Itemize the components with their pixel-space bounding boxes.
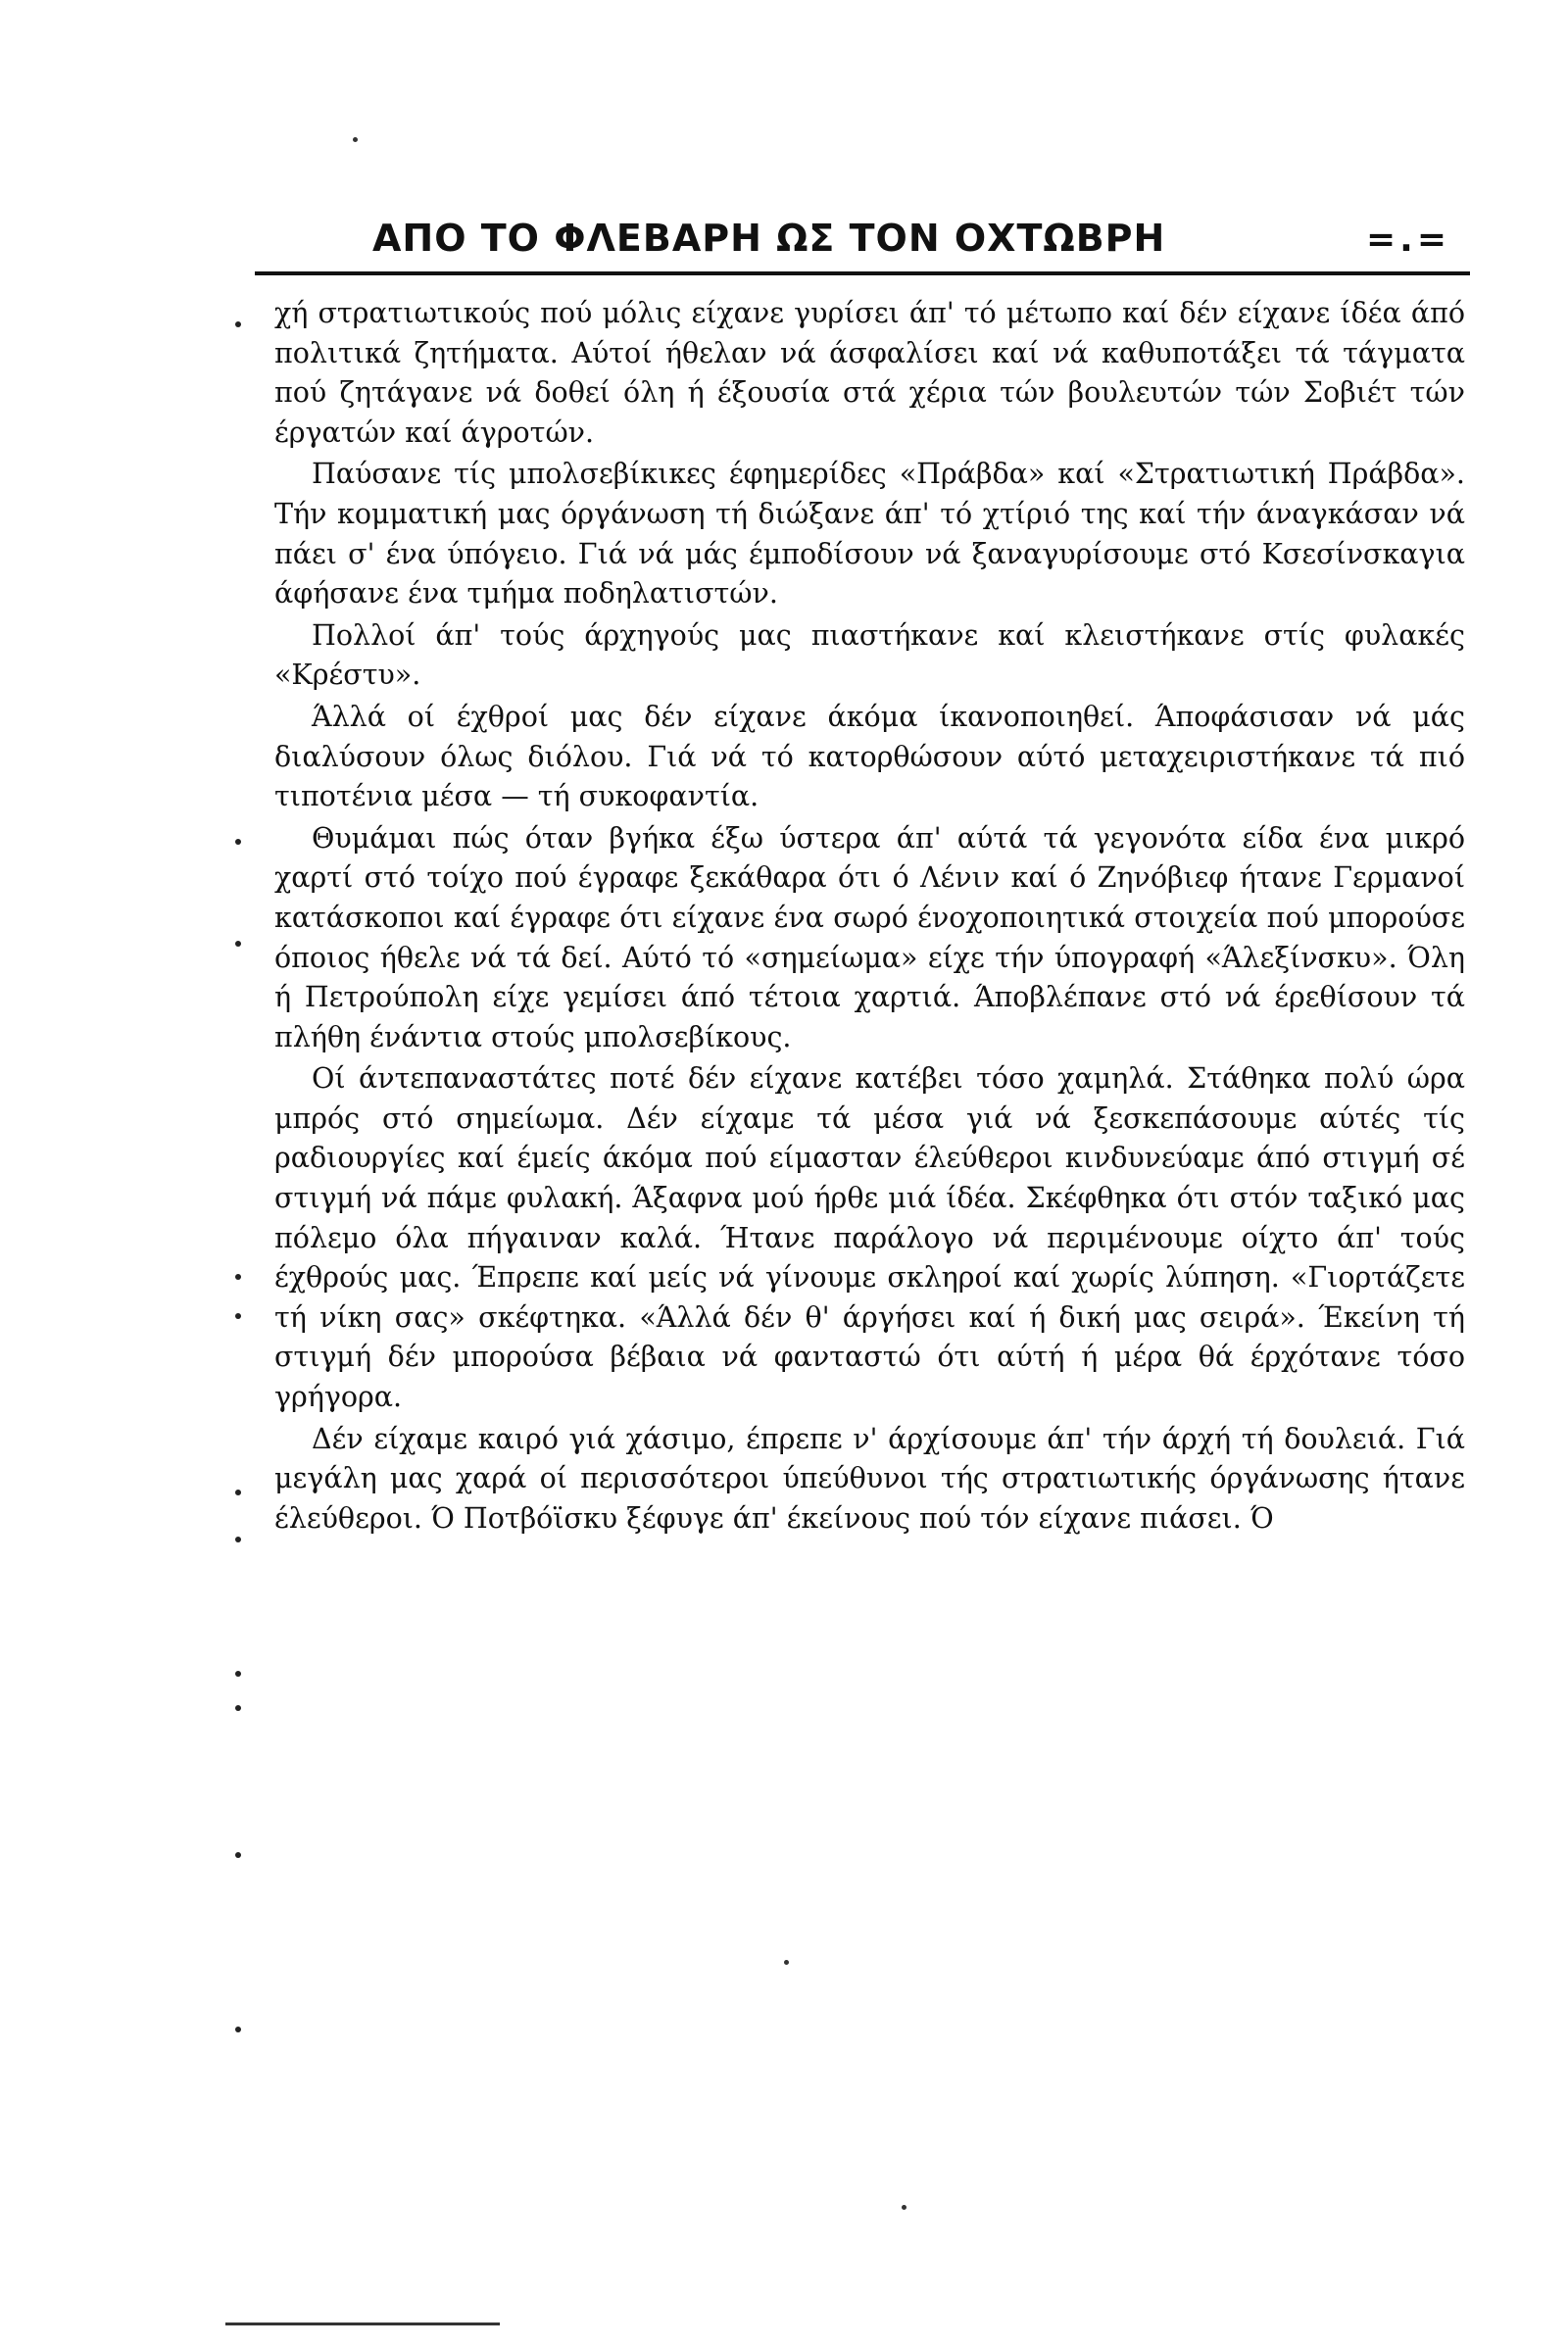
running-title: ΑΠΟ ΤΟ ΦΛΕΒΑΡΗ ΩΣ ΤΟΝ ΟΧΤΩΒΡΗ <box>372 217 1166 260</box>
body-text <box>274 294 1465 2166</box>
margin-dot <box>235 2027 241 2032</box>
margin-dot <box>235 321 241 327</box>
margin-dot <box>235 1671 241 1677</box>
margin-dot <box>235 1313 241 1319</box>
paragraph-2: Παύσανε τίς μπολσεβίκικες έφημερίδες «Πράβδα» καί «Στρατιωτική Πράβδα». Τήν κομματική μας όργάνωση τή διώξανε άπ' τό χτίριό της καί τήν άναγκάσαν νά πάει σ' ένα ύπόγειο. Γιά νά μάς έμποδίσουν νά ξαναγυρίσουμε στό Κσεσίνσκαγια άφήσανε ένα τμήμα ποδηλατιστών. <box>274 458 1465 611</box>
margin-dot <box>235 941 241 947</box>
scan-speck <box>784 1960 789 1965</box>
header-rule <box>255 271 1470 275</box>
paragraph-3: Πολλοί άπ' τούς άρχηγούς μας πιαστήκανε καί κλειστήκανε στίς φυλακές «Κρέστυ». <box>274 618 1465 692</box>
margin-dot <box>235 839 241 845</box>
margin-dot <box>235 1490 241 1495</box>
scan-speck <box>902 2205 906 2210</box>
margin-marks <box>235 294 255 2058</box>
paragraph-4: Άλλά οί έχθροί μας δέν είχανε άκόμα ίκανοποιηθεί. Άποφάσισαν νά μάς διαλύσουν όλως διόλου. Γιά νά τό κατορθώσουν αύτό μεταχειριστήκανε τά πιό τιποτένια μέσα — τή συκοφαντία. <box>274 700 1465 813</box>
margin-dot <box>235 1274 241 1280</box>
paragraph-5: Θυμάμαι πώς όταν βγήκα έξω ύστερα άπ' αύτά τά γεγονότα είδα ένα μικρό χαρτί στό τοίχο πού έγραφε ξεκάθαρα ότι ό Λένιν καί ό Ζηνόβιεφ ήτανε Γερμανοί κατάσκοποι καί έγραφε ότι είχανε ένα σωρό ένοχοποιητικά στοιχεία πού μπορούσε όποιος ήθελε νά τά δεί. Αύτό τό «σημείωμα» είχε τήν ύπογραφή «Άλεξίνσκυ». Όλη ή Πετρούπολη είχε γεμίσει άπό τέτοια χαρτιά. Άποβλέπανε στό νά έρεθίσουν τά πλήθη ένάντια στούς μπολσεβίκους. <box>274 821 1465 1053</box>
margin-dot <box>235 1705 241 1711</box>
scan-speck <box>353 137 358 142</box>
margin-dot <box>235 1852 241 1858</box>
paragraph-6: Οί άντεπαναστάτες ποτέ δέν είχανε κατέβει τόσο χαμηλά. Στάθηκα πολύ ώρα μπρός στό σημείωμα. Δέν είχαμε τά μέσα γιά νά ξεσκεπάσουμε αύτές τίς ραδιουργίες καί έμείς άκόμα πού είμασταν έλεύθεροι κινδυνεύαμε άπό στιγμή σέ στιγμή νά πάμε φυλακή. Άξαφνα μού ήρθε μιά ίδέα. Σκέφθηκα ότι στόν ταξικό μας πόλεμο όλα πήγαιναν καλά. Ήτανε παράλογο νά περιμένουμε οίχτο άπ' τούς έχθρούς μας. Έπρεπε καί μείς νά γίνουμε σκληροί καί χωρίς λύπηση. «Γιορτάζετε τή νίκη σας» σκέφτηκα. «Άλλά δέν θ' άργήσει καί ή δική μας σειρά». Έκείνη τή στιγμή δέν μπορούσα βέβαια νά φανταστώ ότι αύτή ή μέρα θά έρχότανε τόσο γρήγορα. <box>274 1062 1465 1414</box>
margin-dot <box>235 1537 241 1542</box>
paragraph-7: Δέν είχαμε καιρό γιά χάσιμο, έπρεπε ν' άρχίσουμε άπ' τήν άρχή τή δουλειά. Γιά μεγάλη μας χαρά οί περισσότεροι ύπεύθυνοι τής στρατιωτικής όργάνωσης ήτανε έλεύθεροι. Ό Ποτβόϊσκυ ξέφυγε άπ' έκείνους πού τόν είχανε πιάσει. Ό <box>274 1422 1465 1535</box>
paragraph-1: χή στρατιωτικούς πού μόλις είχανε γυρίσει άπ' τό μέτωπο καί δέν είχανε ίδέα άπό πολιτικά ζητήματα. Αύτοί ήθελαν νά άσφαλίσει καί νά καθυποτάξει τά τάγματα πού ζητάγανε νά δοθεί όλη ή έξουσία στά χέρια τών βουλευτών τών Σοβιέτ τών έργατών καί άγροτών. <box>274 297 1465 449</box>
running-header <box>372 201 1470 260</box>
header-ornament: =.= <box>1365 220 1450 260</box>
footer-rule <box>225 2323 500 2325</box>
